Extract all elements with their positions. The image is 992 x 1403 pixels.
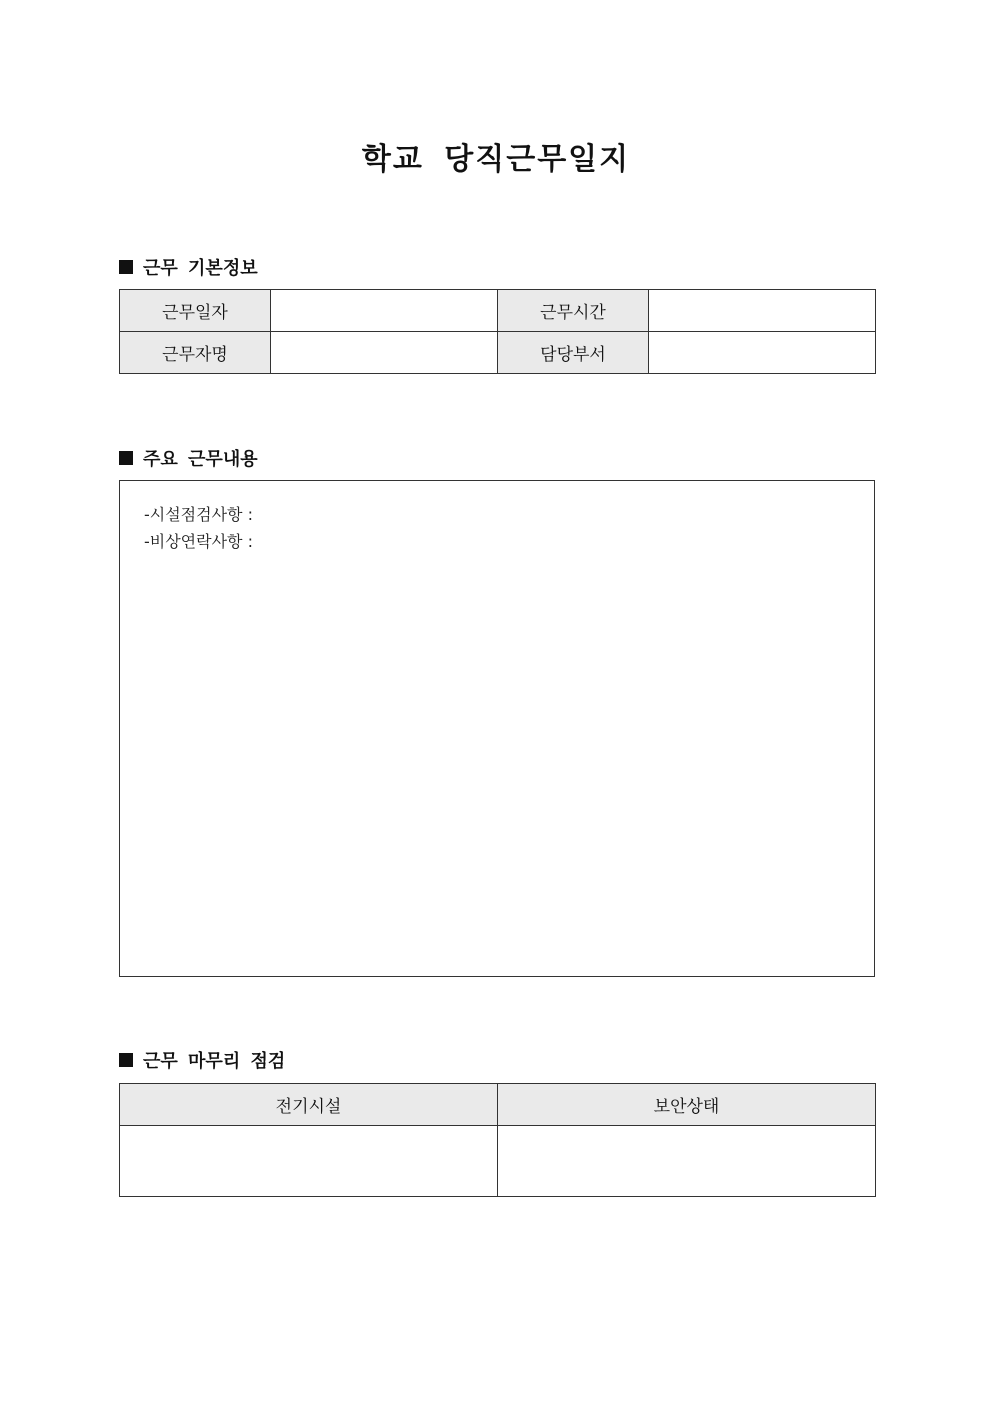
section-heading-text: 근무 마무리 점검: [143, 1051, 286, 1072]
work-time-label: 근무시간: [498, 290, 649, 332]
electrical-facility-field[interactable]: [120, 1126, 498, 1197]
work-date-field[interactable]: [271, 290, 498, 332]
square-bullet-icon: [119, 1053, 133, 1067]
basic-info-table: [119, 289, 876, 374]
document-title: 학교 당직근무일지: [361, 142, 631, 177]
security-status-label: 보안상태: [498, 1084, 876, 1126]
table-row: [120, 1084, 876, 1126]
department-field[interactable]: [649, 332, 876, 374]
worker-name-field[interactable]: [271, 332, 498, 374]
electrical-facility-label: 전기시설: [120, 1084, 498, 1126]
work-date-label: 근무일자: [120, 290, 271, 332]
square-bullet-icon: [119, 451, 133, 465]
section-heading-text: 근무 기본정보: [143, 258, 258, 279]
section-heading-basic-info: [119, 254, 258, 280]
table-row: [120, 1126, 876, 1197]
emergency-contact-line: -비상연락사항 :: [144, 532, 253, 551]
facility-inspection-line: -시설점검사항 :: [144, 505, 253, 524]
table-row: [120, 290, 876, 332]
worker-name-label: 근무자명: [120, 332, 271, 374]
section-heading-final-check: [119, 1047, 285, 1073]
work-time-field[interactable]: [649, 290, 876, 332]
table-row: [120, 332, 876, 374]
security-status-field[interactable]: [498, 1126, 876, 1197]
final-check-table: [119, 1083, 876, 1197]
section-heading-text: 주요 근무내용: [143, 449, 258, 470]
section-heading-main-duties: [119, 445, 258, 471]
square-bullet-icon: [119, 260, 133, 274]
department-label: 담당부서: [498, 332, 649, 374]
main-duties-content-box[interactable]: [119, 480, 875, 977]
